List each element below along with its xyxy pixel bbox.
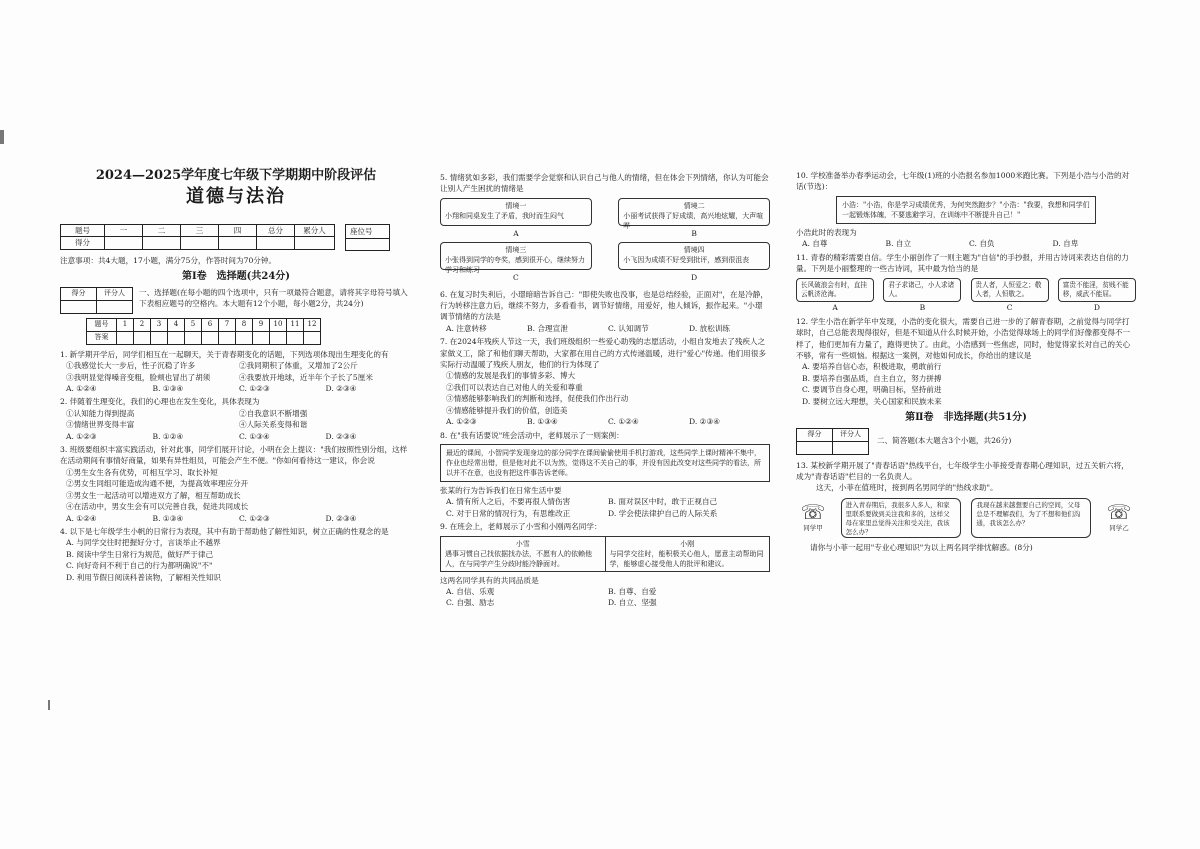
choice[interactable]: A. 与同学交往时把握好分寸，言谈举止不越界 xyxy=(66,538,221,548)
comparison-title: 小雪 xyxy=(515,539,530,548)
question-2 xyxy=(60,396,412,442)
answer-cell[interactable] xyxy=(304,331,321,344)
choice[interactable]: C. 向好奇问不利于自己的行为都明确说"不" xyxy=(66,561,213,571)
choice[interactable]: B. 自立 xyxy=(885,239,912,249)
statement: ②我同期积了体重，又增加了2公斤 xyxy=(239,361,358,371)
grader-label: 得分 xyxy=(797,428,833,441)
choice[interactable]: C. 认知调节 xyxy=(608,323,649,333)
seat-table xyxy=(345,224,390,251)
score-header-cell: 题号 xyxy=(61,225,105,237)
answer-cell[interactable] xyxy=(236,331,253,344)
score-row-label: 得分 xyxy=(61,237,105,249)
grader-cell[interactable] xyxy=(797,441,833,454)
speech-bubble: 我现在越来越想要自己的空间，父母总是不理解我们，为了不想和他们沟通，我该怎么办？ xyxy=(971,498,1091,538)
choice[interactable]: A. 注意转移 xyxy=(446,323,487,333)
poem-label[interactable]: C xyxy=(1006,303,1013,313)
score-cell[interactable] xyxy=(219,237,257,249)
answer-number: 2 xyxy=(134,318,151,331)
question-choices xyxy=(440,416,770,427)
scenario-cards xyxy=(440,198,770,287)
choice[interactable]: D. ②③④ xyxy=(325,431,357,441)
question-statements xyxy=(60,360,412,383)
score-header-cell: 四 xyxy=(219,225,257,237)
comparison-text: 与同学交往时，能积极关心他人，愿意主动帮助同学，能够虚心接受他人的批评和建议。 xyxy=(609,549,764,568)
poem-card xyxy=(971,278,1049,313)
question-1 xyxy=(60,349,412,395)
hotline-calls xyxy=(796,498,1136,538)
scenario-card xyxy=(440,242,592,283)
question-choices xyxy=(60,383,412,394)
question-stem: 7. 在2024年残疾人节这一天，我们班级组织一些爱心助残的志愿活动，小组自发地去了残疾人之家做义工，除了和他们聊天帮助，大家都在用自己的方式传递温暖，进行"爱心"传递。他们用很多实际行动温暖了残疾人朋友，他们的行为体现了 xyxy=(440,337,766,370)
question-choices xyxy=(440,323,770,334)
answer-number: 4 xyxy=(168,318,185,331)
poem-label[interactable]: D xyxy=(1093,303,1100,313)
choice[interactable]: C. ①②④ xyxy=(608,417,639,427)
poem-label[interactable]: B xyxy=(919,303,926,313)
title-block xyxy=(60,168,412,210)
part1-instruction-row xyxy=(60,287,412,314)
grader-cell[interactable] xyxy=(97,300,133,313)
choice[interactable]: B. ①②④ xyxy=(152,431,184,441)
choice[interactable]: C. 要调节自身心理，明确目标，坚持前进 xyxy=(802,385,942,395)
scenario-label[interactable]: D xyxy=(691,273,698,283)
question-3 xyxy=(60,444,412,524)
answer-number: 10 xyxy=(270,318,287,331)
dialogue-box: 小浩："小浩，你是学习成绩优秀，为何突然跑步？"小浩："我要，我想和同学们一起锻炼体魄，不要逃避学习，在训练中不断提升自己！" xyxy=(836,196,1096,224)
comparison-text: 遇事习惯自己找依据找办法，不愿有人的依赖他人，在与同学产生分歧时能冷静面对。 xyxy=(445,549,592,568)
choice[interactable]: C. ①②③ xyxy=(239,513,270,523)
scenario-card xyxy=(618,242,770,283)
question-stem: 8. 在"我有话要说"班会活动中，老师展示了一则案例： xyxy=(440,430,624,440)
column-middle xyxy=(440,170,770,609)
statement: ④人际关系变得和谐 xyxy=(239,420,308,430)
comparison-title: 小刚 xyxy=(680,539,695,548)
scenario-box xyxy=(440,242,592,275)
answer-cell[interactable] xyxy=(168,331,185,344)
caller-right xyxy=(1102,501,1136,534)
scenario-label[interactable]: A xyxy=(513,228,519,238)
choice[interactable]: B. 要培养自强品质，自主自立，努力拼搏 xyxy=(802,373,942,383)
caller-left xyxy=(796,501,830,534)
statement: ③情感能够影响我们的判断和选择，促使我们作出行动 xyxy=(446,394,629,404)
score-header-cell: 二 xyxy=(143,225,181,237)
column-left xyxy=(60,168,412,583)
question-stem: 6. 在复习时失利后，小璟暗暗告诉自己："即使失败也没事，也是总结经验，正面对"，在是冷静，行为转移注意力后，继续不努力，多看看书，调节好情绪，用爱好，他人倾诉，振作起来。"小璟调节情绪的方法是 xyxy=(440,289,768,322)
choice[interactable]: A. 要培养自信心态，积极进取，勇敢前行 xyxy=(802,362,942,372)
grader-cell[interactable] xyxy=(833,441,869,454)
score-area xyxy=(60,224,412,251)
subject-title: 道德与法治 xyxy=(186,186,286,207)
scenario-text: 小飞因为成绩不好受到批评，感到很沮丧 xyxy=(623,256,750,265)
answer-number: 6 xyxy=(202,318,219,331)
statement: ①情感的发展是我们的事情多彩、博大 xyxy=(446,371,576,381)
statement: ③我明显觉得嗓音变粗，脸颊也冒出了胡须 xyxy=(66,372,211,382)
statement: ①男生女生各有优势，可相互学习、取长补短 xyxy=(66,467,218,477)
question-5 xyxy=(440,172,770,287)
choice[interactable]: D. 自立、坚强 xyxy=(608,598,657,608)
score-header-cell: 总分 xyxy=(257,225,295,237)
part2-title: 第Ⅱ卷 非选择题(共51分) xyxy=(905,412,1027,424)
part2-instruction-row xyxy=(796,428,1136,455)
scenario-text: 小张得到同学的夸奖，感到很开心，继续努力学习和练习 xyxy=(445,256,585,275)
grader-table xyxy=(60,287,133,314)
choice[interactable]: B. ①③④ xyxy=(152,384,184,394)
answer-number: 1 xyxy=(117,318,134,331)
question-stem: 11. 青春的精彩需要自信。学生小丽创作了一则主题为"自信"的手抄报，并用古诗词来表达自信的力量。下列是小丽整理的一些古诗词，其中最为恰当的是 xyxy=(796,252,1129,274)
score-cell[interactable] xyxy=(143,237,181,249)
answer-row-label: 答案 xyxy=(87,331,117,344)
statement: ③情绪世界变得丰富 xyxy=(66,420,135,430)
choice[interactable]: C. ①②③ xyxy=(239,384,270,394)
answer-number: 9 xyxy=(253,318,270,331)
answer-table xyxy=(86,318,321,345)
phone-icon: ☏ xyxy=(1106,500,1132,525)
exam-title: 2024—2025学年度七年级下学期期中阶段评估 xyxy=(95,168,377,183)
question-stem: 13. 某校新学期开展了"青春话语"热线平台，七年级学生小菲接受青春期心理知识，过五关斩六将，成为"青春话语"栏目的一名负责人。 xyxy=(796,460,1129,481)
grader-label: 评分人 xyxy=(97,287,133,300)
choice[interactable]: A. 自尊 xyxy=(802,239,828,249)
part1-instruction: 一、选择题(在每小题的四个选项中，只有一项最符合题意，请将其字母符号填入下表相应题号的空格内。本大题有12个小题，每小题2分，共24分) xyxy=(139,287,408,309)
poem-text: 君子求诸己，小人求诸人。 xyxy=(883,278,961,302)
answer-cell[interactable] xyxy=(151,331,168,344)
choice[interactable]: B. ①③④ xyxy=(152,513,184,523)
choice[interactable]: B. 自尊、自爱 xyxy=(608,586,657,596)
question-statements xyxy=(60,408,412,431)
statement: ③男女生一起活动可以增进双方了解，相互帮助成长 xyxy=(66,490,241,500)
choice[interactable]: D. 自卑 xyxy=(1052,239,1079,249)
statement: ①我感觉长大一步后，性子沉稳了许多 xyxy=(66,361,196,371)
choice[interactable]: D. ②③④ xyxy=(325,384,357,394)
poem-cards xyxy=(796,278,1136,313)
question-12 xyxy=(796,316,1136,407)
question-prompt: 小浩此时的表现为 xyxy=(796,227,857,237)
answer-cell[interactable] xyxy=(219,331,236,344)
seat-label: 座位号 xyxy=(346,225,390,239)
answer-cell[interactable] xyxy=(202,331,219,344)
answer-number: 3 xyxy=(151,318,168,331)
scenario-title: 情境二 xyxy=(683,201,705,210)
statement: ④我要放开地球，近半年个子长了5厘米 xyxy=(239,372,373,382)
comparison-right xyxy=(605,537,770,571)
score-cell[interactable] xyxy=(105,237,143,249)
choice[interactable]: B. 合理宣泄 xyxy=(527,323,568,333)
column-right xyxy=(796,168,1136,553)
question-stem: 9. 在班会上，老师展示了小雪和小刚两名同学： xyxy=(440,522,602,532)
question-stem: 5. 情绪犹如多彩，我们需要学会觉察和认识自己与他人的情绪，但在体会下列情绪，你认为可能会让别人产生困扰的情绪是 xyxy=(440,173,769,194)
grader-table xyxy=(796,428,869,455)
scenario-text: 小丽考试获得了好成绩，高兴地炫耀，大声喧哗 xyxy=(623,211,764,230)
poem-label[interactable]: A xyxy=(832,303,838,313)
question-9 xyxy=(440,521,770,609)
score-header-cell: 一 xyxy=(105,225,143,237)
choice[interactable]: A. ①②④ xyxy=(66,513,97,523)
choice[interactable]: B. 面对误区中时，敢于正视自己 xyxy=(608,497,718,507)
question-stem: 2. 伴随着生理变化，我们的心理也在发生变化，具体表现为 xyxy=(60,397,260,407)
answer-number: 8 xyxy=(236,318,253,331)
choice[interactable]: D. 要树立远大理想，关心国家和民族未来 xyxy=(802,396,942,406)
poem-text: 富贵不能淫，贫贱不能移，威武不能屈。 xyxy=(1058,278,1136,302)
caller-name: 同学乙 xyxy=(1109,524,1129,533)
statement: ①认知能力得到提高 xyxy=(66,408,135,418)
scenario-title: 情境三 xyxy=(505,246,527,255)
score-table xyxy=(60,224,335,250)
choice[interactable]: B. ①③④ xyxy=(527,417,558,427)
comparison-box xyxy=(440,536,770,572)
scenario-box xyxy=(618,242,770,270)
grader-label: 评分人 xyxy=(833,428,869,441)
scenario-title: 情境一 xyxy=(505,201,527,210)
question-stem: 4. 以下是七年级学生小帆的日常行为表现，其中有助于帮助他了解性知识，树立正确的性观念的是 xyxy=(60,526,389,536)
choice[interactable]: D. 放松训练 xyxy=(689,323,731,333)
scenario-text: 小翔和同桌发生了矛盾，我时而生闷气 xyxy=(445,211,564,220)
choice[interactable]: D. ②③④ xyxy=(689,417,721,427)
score-header-cell: 累分人 xyxy=(295,225,335,237)
caller-name: 同学甲 xyxy=(803,524,823,533)
question-choices xyxy=(60,513,412,524)
scenario-box xyxy=(618,198,770,230)
scenario-title: 情境四 xyxy=(683,246,705,255)
choice[interactable]: A. ①②④ xyxy=(66,384,97,394)
question-4 xyxy=(60,526,412,583)
question-prompt: 这两名同学具有的共同品质是 xyxy=(440,575,539,585)
binding-mark-bottom xyxy=(48,700,50,710)
choice[interactable]: A. ①②③ xyxy=(446,417,477,427)
score-cell[interactable] xyxy=(181,237,219,249)
phone-icon: ☏ xyxy=(800,500,826,525)
answer-row-label: 题号 xyxy=(87,318,117,331)
seat-cell[interactable] xyxy=(346,239,390,251)
answer-number: 5 xyxy=(185,318,202,331)
statement: ④情感能够提升我们的价值，创造美 xyxy=(446,405,568,415)
part1-title: 第Ⅰ卷 选择题(共24分) xyxy=(181,271,291,283)
choice[interactable]: D. 利用节假日阅读科普读物，了解相关性知识 xyxy=(66,572,221,582)
question-13 xyxy=(796,460,1136,554)
question-stem: 3. 班级要组织丰富实践活动，针对此事，同学们展开讨论，小明在会上提议："我们按照性别分组，这样在活动期间有事情好商量，如果有异性组员，可能会产生不便。"你如何看待这一建议，你会说 xyxy=(60,445,408,466)
comparison-left xyxy=(441,537,605,571)
answer-number: 12 xyxy=(304,318,321,331)
question-10 xyxy=(796,170,1136,250)
poem-card xyxy=(1058,278,1136,313)
scenario-card xyxy=(440,198,592,239)
speech-bubble: 进入青春期后，我很多人多人，和家里联系要做到关注我和多的，这样父母在家里总觉得关注和受关注，我该怎么办？ xyxy=(841,498,961,538)
answer-cell[interactable] xyxy=(185,331,202,344)
score-header-cell: 三 xyxy=(181,225,219,237)
choice[interactable]: A. 自信、乐观 xyxy=(446,586,495,596)
question-stem: 12. 学生小浩在新学年中发现，小浩的变化很大，需要自己进一步的了解青春期，之前觉得与同学打球时，自己总能表现得很好，但是不知道从什么时候开始，小浩觉得球场上的同学们好像都变得不一样了，他们更加有力量了，跑得更快了。由此，小浩感到一些焦虑，同时，他觉得家长对自己的关心不够，常有一些烦恼。根据这一案例，对他如何成长，你给出的建议是 xyxy=(796,316,1131,361)
question-prompt: 张某的行为告诉我们在日常生活中要 xyxy=(440,485,562,495)
grader-label: 得分 xyxy=(61,287,97,300)
choice[interactable]: C. 自负 xyxy=(969,239,995,249)
binding-mark xyxy=(0,130,4,144)
part2-instruction: 二、简答题(本大题含3个小题，共26分) xyxy=(877,436,1012,446)
choice[interactable]: C. 对于日常的情况行为，有思维改正 xyxy=(446,508,571,518)
question-11 xyxy=(796,252,1136,314)
answer-cell[interactable] xyxy=(134,331,151,344)
question-choices xyxy=(440,496,770,519)
case-box: 最近的课间，小智同学发现身边的部分同学在课间偷偷使用手机打游戏，这些同学上课时精神不集中，作业也经常出错，但是他对此不以为然，觉得这不关自己的事，并没有因此改变对这些同学的看法，所以并不在意，也没有把这件事告诉老师。 xyxy=(440,444,770,482)
statement: ④在活动中，男女生会有可以完善自我，促进共同成长 xyxy=(66,502,249,512)
question-choices xyxy=(796,238,1136,249)
choice[interactable]: A. 情有所人之后，不要再很人情伤害 xyxy=(446,497,571,507)
scenario-box xyxy=(440,198,592,226)
choice[interactable]: B. 阅读中学生日常行为规范，做好严于律己 xyxy=(66,549,214,559)
question-task: 请你与小菲一起用"专业心理知识"为以上两名同学排忧解惑。(8分) xyxy=(810,542,1033,552)
choice[interactable]: D. 学会使法律护自己的人际关系 xyxy=(608,508,718,518)
choice[interactable]: C. ①③④ xyxy=(239,431,270,441)
answer-cell[interactable] xyxy=(287,331,304,344)
score-cell[interactable] xyxy=(295,237,335,249)
choice[interactable]: A. ①②③ xyxy=(66,431,97,441)
poem-text: 长风破浪会有时，直挂云帆济沧海。 xyxy=(796,278,874,302)
question-stem: 10. 学校准备举办春季运动会，七年级(1)班的小浩报名参加1000米跑比赛。下列是小浩与小浩的对话(节选)： xyxy=(796,171,1130,192)
scenario-card xyxy=(618,198,770,239)
question-6 xyxy=(440,289,770,335)
scenario-label[interactable]: C xyxy=(513,273,519,283)
statement: ②男女生同组可能造成沟通不便，为提高效率理应分开 xyxy=(66,479,249,489)
answer-cell[interactable] xyxy=(117,331,134,344)
question-stem: 1. 新学期开学后，同学们相互在一起聊天，关于青春期变化的话题，下列选项体现出生理变化的有 xyxy=(60,349,389,359)
choice[interactable]: C. 自强、励志 xyxy=(446,598,495,608)
question-7 xyxy=(440,336,770,427)
poem-card xyxy=(883,278,961,313)
choice[interactable]: D. ②③④ xyxy=(325,513,357,523)
answer-number: 11 xyxy=(287,318,304,331)
question-choices xyxy=(440,586,770,609)
answer-cell[interactable] xyxy=(270,331,287,344)
question-8 xyxy=(440,430,770,520)
question-choices xyxy=(60,431,412,442)
grader-cell[interactable] xyxy=(61,300,97,313)
notice: 注意事项：共4大题，17小题，满分75分，作答时间为70分钟。 xyxy=(60,256,277,265)
poem-text: 贵人者，人恒爱之；敬人者，人恒敬之。 xyxy=(971,278,1049,302)
scenario-label[interactable]: B xyxy=(691,228,697,238)
poem-card xyxy=(796,278,874,313)
question-intro: 这天，小菲在值班时，接到两名男同学的"热线求助"。 xyxy=(816,483,998,493)
score-cell[interactable] xyxy=(257,237,295,249)
statement: ②我们可以表达自己对他人的关爱和尊重 xyxy=(446,382,583,392)
answer-number: 7 xyxy=(219,318,236,331)
answer-cell[interactable] xyxy=(253,331,270,344)
statement: ②自我意识不断增强 xyxy=(239,408,308,418)
